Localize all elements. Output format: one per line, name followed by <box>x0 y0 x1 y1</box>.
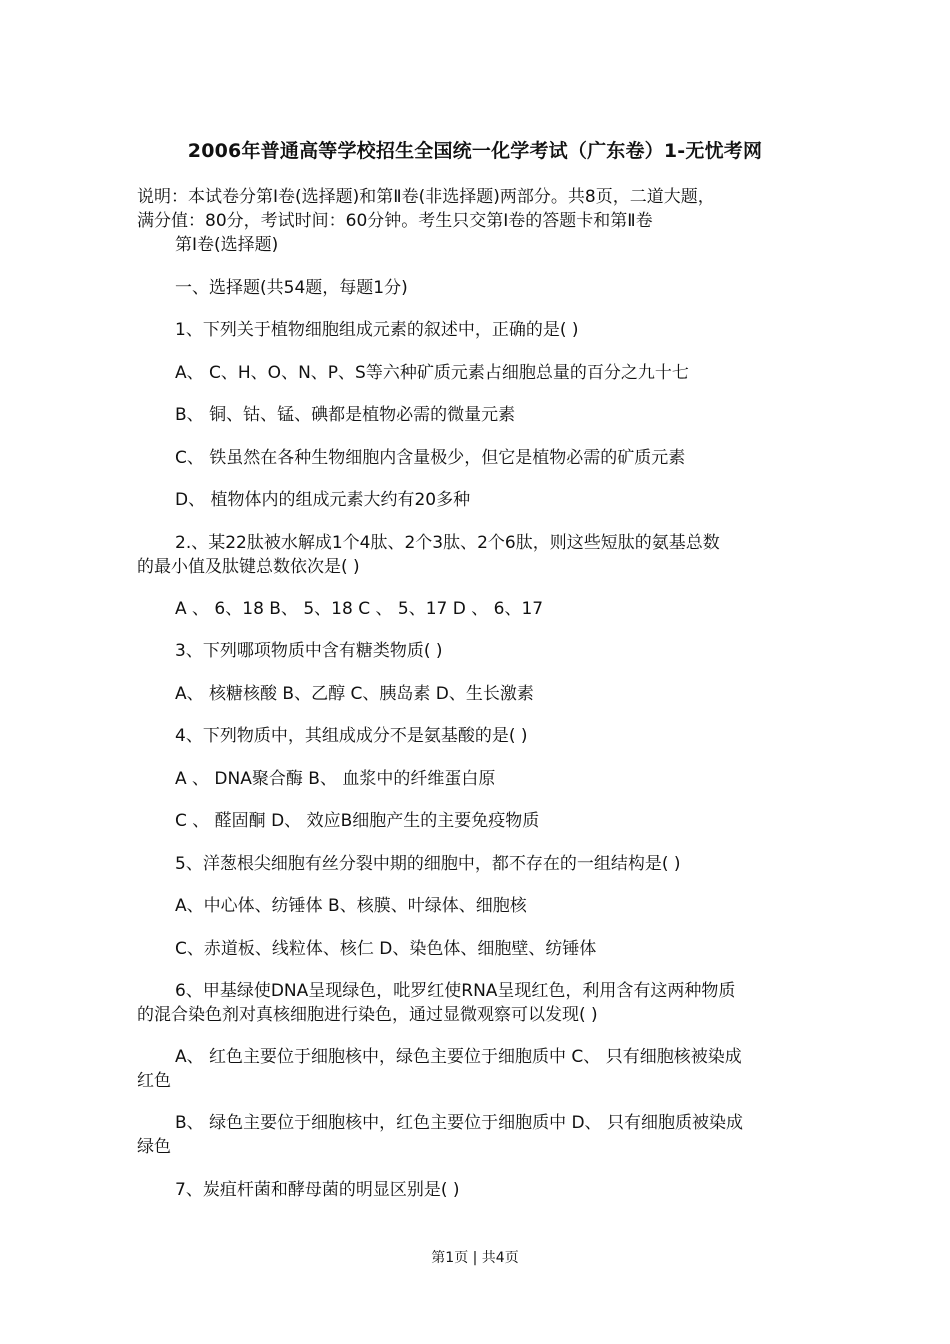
q1-option-c: C、 铁虽然在各种生物细胞内含量极少，但它是植物必需的矿质元素 <box>175 448 686 468</box>
question-3: 3、下列哪项物质中含有糖类物质( ) <box>175 641 443 661</box>
q3-options: A、 核糖核酸 B、乙醇 C、胰岛素 D、生长激素 <box>175 684 534 704</box>
intro-line-1: 说明：本试卷分第Ⅰ卷(选择题)和第Ⅱ卷(非选择题)两部分。共8页，二道大题， <box>137 187 715 207</box>
part-heading: 一、选择题(共54题，每题1分) <box>175 278 408 298</box>
question-5: 5、洋葱根尖细胞有丝分裂中期的细胞中，都不存在的一组结构是( ) <box>175 854 681 874</box>
question-2: 2.、某22肽被水解成1个4肽、2个3肽、2个6肽，则这些短肽的氨基总数 <box>175 533 720 553</box>
q1-option-b: B、 铜、钴、锰、碘都是植物必需的微量元素 <box>175 405 516 425</box>
q1-option-d: D、 植物体内的组成元素大约有20多种 <box>175 490 471 510</box>
question-1: 1、下列关于植物细胞组成元素的叙述中，正确的是( ) <box>175 320 579 340</box>
q1-option-a: A、 C、H、O、N、P、S等六种矿质元素占细胞总量的百分之九十七 <box>175 363 689 383</box>
q4-options-cd: C 、 醛固酮 D、 效应B细胞产生的主要免疫物质 <box>175 811 540 831</box>
question-7: 7、炭疽杆菌和酵母菌的明显区别是( ) <box>175 1180 460 1200</box>
intro-line-2: 满分值：80分，考试时间：60分钟。考生只交第Ⅰ卷的答题卡和第Ⅱ卷 <box>137 211 653 231</box>
q6-option-b-d: B、 绿色主要位于细胞核中，红色主要位于细胞质中 D、 只有细胞质被染成 <box>175 1113 743 1133</box>
question-6: 6、甲基绿使DNA呈现绿色，吡罗红使RNA呈现红色，利用含有这两种物质 <box>175 981 736 1001</box>
q6-option-a-c-cont: 红色 <box>137 1071 171 1091</box>
q2-options: A 、 6、18 B、 5、18 C 、 5、17 D 、 6、17 <box>175 599 544 619</box>
q5-options-cd: C、赤道板、线粒体、核仁 D、染色体、细胞壁、纺锤体 <box>175 939 597 959</box>
q5-options-ab: A、中心体、纺锤体 B、核膜、叶绿体、细胞核 <box>175 896 527 916</box>
q6-option-a-c: A、 红色主要位于细胞核中，绿色主要位于细胞质中 C、 只有细胞核被染成 <box>175 1047 742 1067</box>
q6-option-b-d-cont: 绿色 <box>137 1137 171 1157</box>
document-title: 2006年普通高等学校招生全国统一化学考试（广东卷）1-无忧考网 <box>187 140 763 162</box>
q4-options-ab: A 、 DNA聚合酶 B、 血浆中的纤维蛋白原 <box>175 769 496 789</box>
question-2-cont: 的最小值及肽键总数依次是( ) <box>137 557 360 577</box>
section-heading: 第Ⅰ卷(选择题) <box>175 235 279 255</box>
question-4: 4、下列物质中，其组成成分不是氨基酸的是( ) <box>175 726 528 746</box>
question-6-cont: 的混合染色剂对真核细胞进行染色，通过显微观察可以发现( ) <box>137 1005 598 1025</box>
page-footer: 第1页 | 共4页 <box>431 1250 519 1266</box>
